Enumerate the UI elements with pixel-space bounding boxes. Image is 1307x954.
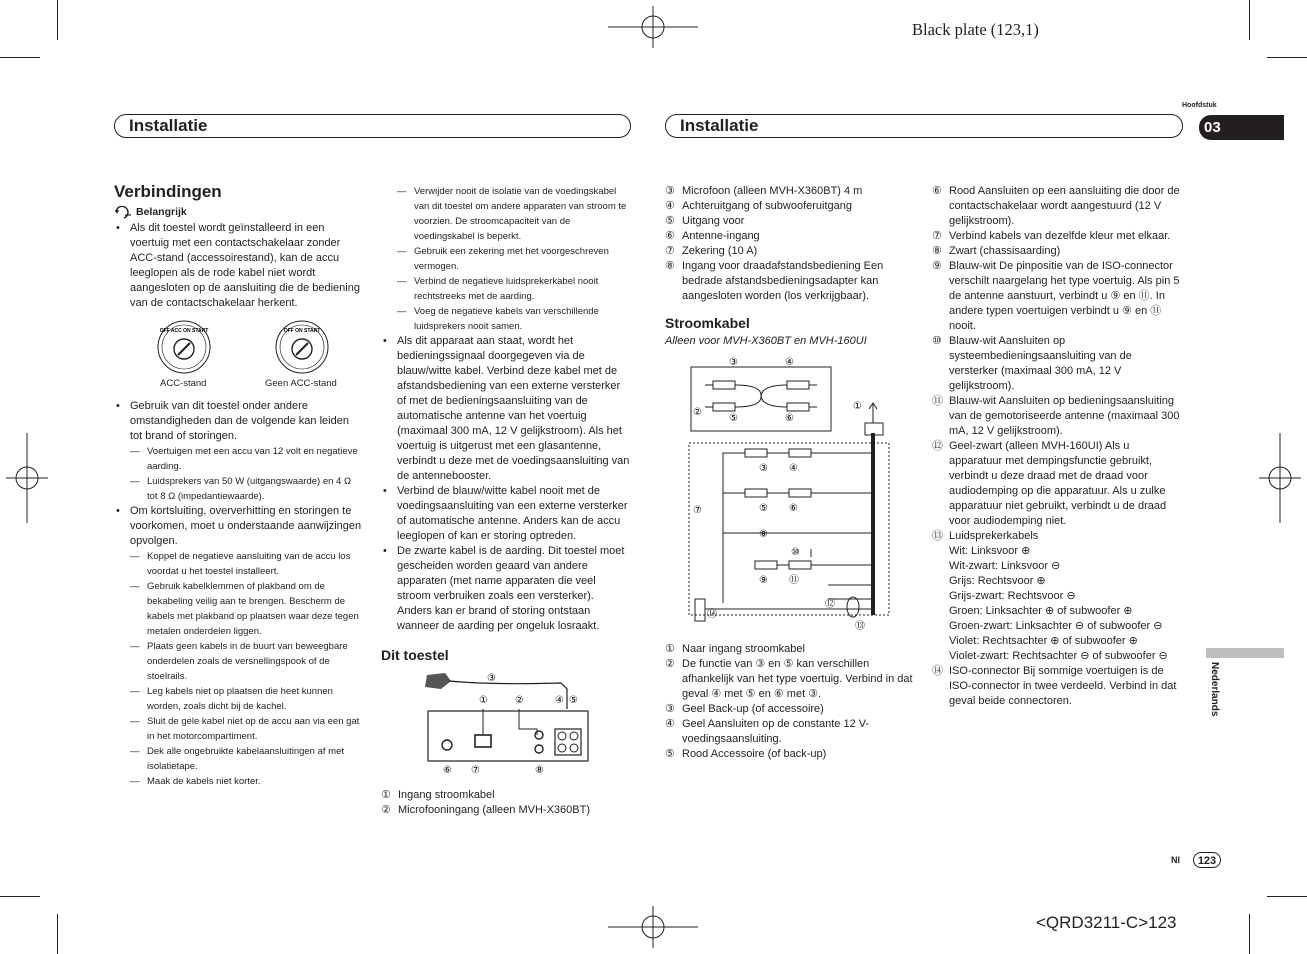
item-text: Groen-zwart: Linksachter ⊖ of subwoofer ⊖: [949, 620, 1163, 632]
page-language: Nl: [1171, 855, 1180, 865]
diagram-label: ⑪: [789, 575, 799, 586]
item-number: ③: [665, 703, 675, 715]
diagram-label: ⑩: [791, 547, 800, 558]
item-text: Verbind kabels van dezelfde kleur met elkaar.: [949, 230, 1171, 242]
list-item: • De zwarte kabel is de aarding. Dit toestel moet gescheiden worden geaard van andere apparaten (met name apparaten die veel stroom verbruiken zoals een versterker). Anders kan er brand of storing ontstaan wanneer de aarding per ongeluk losraakt.: [381, 544, 631, 634]
item-text: Grijs-zwart: Rechtsvoor ⊖: [949, 590, 1076, 602]
language-tab-label: Nederlands: [1209, 662, 1220, 717]
item-text: Groen: Linksachter ⊕ of subwoofer ⊕: [949, 605, 1133, 617]
diagram-label: ①: [479, 695, 488, 706]
sub-list-item: — Koppel de negatieve aansluiting van de accu los voordat u het toestel installeert.: [130, 549, 364, 579]
noacc-caption: Geen ACC-stand: [265, 378, 337, 389]
important-icon: [114, 206, 132, 219]
legend-item: [932, 184, 1182, 229]
noacc-dial-text: OFF ON START: [283, 328, 321, 334]
item-number: ⑤: [665, 215, 675, 227]
diagram-label: ⑥: [789, 503, 798, 514]
diagram-label: ⑥: [785, 413, 794, 424]
item-text: Geel Aansluiten op de constante 12 V-voedingsaansluiting.: [682, 718, 870, 745]
item-text: Violet: Rechtsachter ⊕ of subwoofer ⊕: [949, 635, 1138, 647]
acc-caption: ACC-stand: [160, 378, 207, 389]
column-2: [381, 184, 631, 818]
section-header-left: Installatie: [114, 114, 631, 138]
legend-item: [932, 589, 1182, 604]
legend-item: [665, 657, 915, 702]
diagram-label: ⑦: [693, 505, 702, 516]
item-number: ①: [381, 789, 391, 801]
sub-list-item: — Luidsprekers van 50 W (uitgangswaarde) en 4 Ω tot 8 Ω (impedantiewaarde).: [130, 474, 364, 504]
sub-list-item: — Maak de kabels niet korter.: [130, 774, 364, 789]
legend-list: [381, 788, 631, 818]
crop-mark: [1249, 914, 1250, 954]
list-item: • Verbind de blauw/witte kabel nooit met de voedingsaansluiting van een externe versterker of automatische antenne. Anders kan de accu leeglopen of kan er storing optreden.: [381, 484, 631, 544]
column-4: [932, 184, 1182, 709]
legend-item: [665, 229, 915, 244]
legend-item: [665, 244, 915, 259]
item-text: Zekering (10 A): [682, 245, 758, 257]
legend-item: [381, 788, 631, 803]
item-number: ②: [665, 658, 675, 670]
legend-item: [932, 394, 1182, 439]
item-text: Blauw-wit Aansluiten op systeembedieningsaansluiting van de versterker (maximaal 300 mA, 12 V gelijkstroom).: [949, 335, 1132, 392]
sub-list-item: — Voertuigen met een accu van 12 volt en negatieve aarding.: [130, 444, 364, 474]
acc-dial-text: OFF ACC ON START: [159, 328, 209, 334]
diagram-label: ④: [555, 695, 564, 706]
item-number: ⑬: [932, 530, 943, 542]
acc-dial-figure: [156, 319, 212, 375]
item-text: Luidsprekerkabels: [949, 530, 1039, 542]
item-text: Naar ingang stroomkabel: [682, 643, 805, 655]
column-3: [665, 184, 915, 762]
diagram-label: ⑨: [759, 575, 768, 586]
legend-item: [665, 259, 915, 304]
sub-list-item: — Verwijder nooit de isolatie van de voedingskabel van dit toestel om andere apparaten van stroom te voorzien. De stroomcapaciteit van de voedingskabel is beperkt.: [397, 184, 631, 244]
item-number: ⑭: [932, 665, 943, 677]
item-number: ⑥: [665, 230, 675, 242]
registration-mark: [608, 6, 698, 48]
item-text: Antenne-ingang: [682, 230, 760, 242]
legend-item: [932, 634, 1182, 649]
item-text: Blauw-wit Aansluiten op bedieningsaansluiting van de gemotoriseerde antenne (maximaal 300 mA, 12 V gelijkstroom).: [949, 395, 1180, 437]
subsection-subtitle: Alleen voor MVH-X360BT en MVH-160UI: [665, 335, 867, 347]
legend-item: [932, 334, 1182, 394]
legend-item: [665, 747, 915, 762]
crop-mark: [57, 0, 58, 40]
crop-mark: [1267, 57, 1307, 58]
legend-list: [932, 184, 1182, 709]
plate-label: Black plate (123,1): [912, 20, 1039, 39]
item-text: Uitgang voor: [682, 215, 745, 227]
item-number: ⑥: [932, 185, 942, 197]
diagram-label: ①: [853, 401, 862, 412]
legend-item: [665, 702, 915, 717]
diagram-label: ⑧: [535, 765, 544, 776]
item-text: Rood Accessoire (of back-up): [682, 748, 827, 760]
diagram-label: ⑥: [443, 765, 452, 776]
diagram-label: ⑤: [569, 695, 578, 706]
diagram-label: ④: [789, 463, 798, 474]
item-number: ⑨: [932, 260, 942, 272]
crop-mark: [0, 896, 40, 897]
item-text: Blauw-wit De pinpositie van de ISO-connector verschilt naargelang het type voertuig. Als pin 5 de antenne aanstuurt, verbindt u ⑨ en ⑪. In andere typen voertuigen verbindt u ⑨ en ⑪ nooit.: [949, 260, 1180, 332]
subsection-title: Stroomkabel: [665, 315, 750, 331]
section-title: Verbindingen: [114, 182, 222, 201]
diagram-label: ②: [515, 695, 524, 706]
sub-list-item: — Gebruik kabelklemmen of plakband om de bekabeling veilig aan te brengen. Bescherm de kabels met plakband op plaatsen waar deze tegen metalen onderdelen liggen.: [130, 579, 364, 639]
list-item: • Als dit apparaat aan staat, wordt het bedieningssignaal doorgegeven via de blauw/witte kabel. Verbind deze kabel met de afstandsbediening van een externe versterker of met de bedieningsaansluiting van de automatische antenne van het voertuig (maximaal 300 mA, 12 V gelijkstroom). Als het voertuig is uitgerust met een glasantenne, verbindt u deze met de voedingsaansluiting van de antennebooster.: [381, 334, 631, 484]
sub-list-item: — Gebruik een zekering met het voorgeschreven vermogen.: [397, 244, 631, 274]
item-number: ⑧: [932, 245, 942, 257]
legend-item: [932, 544, 1182, 559]
diagram-label: ⑤: [729, 413, 738, 424]
registration-mark: [1259, 433, 1301, 523]
diagram-label: ③: [759, 463, 768, 474]
column-1: [114, 184, 364, 789]
item-number: ⑩: [932, 335, 942, 347]
unit-rear-diagram: [411, 669, 641, 779]
chapter-number: 03: [1199, 115, 1284, 140]
crop-mark: [0, 57, 40, 58]
legend-item: [932, 529, 1182, 544]
language-tab: [1207, 662, 1221, 732]
item-number: ④: [665, 718, 675, 730]
item-text: Geel-zwart (alleen MVH-160UI) Als u apparatuur met dempingsfunctie gebruikt, verbindt u deze draad met de draad voor audiodemping op die apparatuur. Als u zulke apparatuur niet gebruikt, verbindt u de draad voor audiodemping niet.: [949, 440, 1167, 527]
diagram-label: ⑫: [825, 599, 835, 610]
item-text: Grijs: Rechtsvoor ⊕: [949, 575, 1046, 587]
legend-item: [932, 259, 1182, 334]
list-item: • Om kortsluiting, oververhitting en storingen te voorkomen, moet u onderstaande aanwijzingen opvolgen.: [114, 504, 364, 549]
legend-item: [932, 574, 1182, 589]
important-note: [114, 205, 364, 220]
sub-list-item: — Sluit de gele kabel niet op de accu aan via een gat in het motorcompartiment.: [130, 714, 364, 744]
language-tab-bar: [1206, 648, 1284, 658]
registration-mark: [608, 906, 698, 948]
item-text: ISO-connector Bij sommige voertuigen is de ISO-connector in twee verdeeld. Verbind in dat geval beide connectoren.: [949, 665, 1177, 707]
item-number: ⑦: [932, 230, 942, 242]
item-text: Ingang stroomkabel: [398, 789, 495, 801]
dial-figures: [114, 311, 364, 391]
legend-item: [932, 664, 1182, 709]
item-text: Microfooningang (alleen MVH-X360BT): [398, 804, 590, 816]
legend-item: [665, 717, 915, 747]
diagram-label: ⑬: [855, 621, 865, 632]
sub-list-item: — Leg kabels niet op plaatsen die heet kunnen worden, zoals dicht bij de kachel.: [130, 684, 364, 714]
item-text: Rood Aansluiten op een aansluiting die door de contactschakelaar wordt aangestuurd (12 V gelijkstroom).: [949, 185, 1180, 227]
diagram-label: ④: [785, 357, 794, 368]
item-text: Violet-zwart: Rechtsachter ⊖ of subwoofer ⊖: [949, 650, 1168, 662]
legend-item: [381, 803, 631, 818]
item-number: ④: [665, 200, 675, 212]
item-text: Zwart (chassisaarding): [949, 245, 1061, 257]
diagram-label: ⑤: [759, 503, 768, 514]
item-text: De functie van ③ en ⑤ kan verschillen afhankelijk van het type voertuig. Verbind in dat geval ④ met ⑤ en ⑥ met ③.: [682, 658, 913, 700]
list-item: • Gebruik van dit toestel onder andere omstandigheden dan de volgende kan leiden tot brand of storingen.: [114, 399, 364, 444]
chapter-label: Hoofdstuk: [1182, 102, 1217, 109]
item-text: Achteruitgang of subwooferuitgang: [682, 200, 853, 212]
item-text: Geel Back-up (of accessoire): [682, 703, 824, 715]
legend-item: [932, 229, 1182, 244]
item-text: Ingang voor draadafstandsbediening Een bedrade afstandsbedieningsadapter kan aangesloten worden (los verkrijgbaar).: [682, 260, 884, 302]
section-header-right: Installatie: [665, 114, 1183, 138]
item-number: ⑫: [932, 440, 943, 452]
legend-item: [665, 199, 915, 214]
item-number: ①: [665, 643, 675, 655]
list-item: • Als dit toestel wordt geïnstalleerd in een voertuig met een contactschakelaar zonder ACC-stand (accessoirestand), kan de accu leeglopen als de rode kabel niet wordt aangesloten op de aansluiting die de bediening van de contactschakelaar herkent.: [114, 221, 364, 311]
item-number: ⑧: [665, 260, 675, 272]
item-number: ⑪: [932, 395, 943, 407]
legend-item: [932, 604, 1182, 619]
legend-item: [665, 214, 915, 229]
item-number: ③: [665, 185, 675, 197]
diagram-label: ⑧: [759, 529, 768, 540]
item-text: Wit: Linksvoor ⊕: [949, 545, 1031, 557]
diagram-label: ③: [487, 673, 496, 684]
footer-code: <QRD3211-C>123: [1036, 913, 1177, 932]
legend-item: [665, 642, 915, 657]
legend-list: [665, 184, 915, 304]
subsection-title: Dit toestel: [381, 647, 449, 663]
diagram-label: ⑭: [707, 609, 717, 620]
item-text: Microfoon (alleen MVH-X360BT) 4 m: [682, 185, 863, 197]
item-number: ⑦: [665, 245, 675, 257]
power-cable-diagram: [683, 353, 913, 633]
legend-item: [932, 439, 1182, 529]
sub-list-item: — Plaats geen kabels in de buurt van beweegbare onderdelen zoals de versnellingspook of de stoelrails.: [130, 639, 364, 684]
sub-list-item: — Dek alle ongebruikte kabelaansluitingen af met isolatietape.: [130, 744, 364, 774]
diagram-label: ②: [693, 407, 702, 418]
legend-item: [932, 649, 1182, 664]
legend-list: [665, 642, 915, 762]
sub-list-item: — Voeg de negatieve kabels van verschillende luidsprekers nooit samen.: [397, 304, 631, 334]
important-label: Belangrijk: [136, 206, 187, 218]
page-number: 123: [1193, 852, 1221, 868]
diagram-label: ⑦: [471, 765, 480, 776]
noacc-dial-figure: [274, 319, 330, 375]
sub-list-item: — Verbind de negatieve luidsprekerkabel nooit rechtstreeks met de aarding.: [397, 274, 631, 304]
legend-item: [932, 244, 1182, 259]
item-number: ⑤: [665, 748, 675, 760]
legend-item: [665, 184, 915, 199]
crop-mark: [1249, 0, 1250, 40]
diagram-label: ③: [729, 357, 738, 368]
legend-item: [932, 619, 1182, 634]
registration-mark: [6, 433, 48, 523]
crop-mark: [1267, 896, 1307, 897]
legend-item: [932, 559, 1182, 574]
item-number: ②: [381, 804, 391, 816]
crop-mark: [57, 914, 58, 954]
item-text: Wit-zwart: Linksvoor ⊖: [949, 560, 1061, 572]
